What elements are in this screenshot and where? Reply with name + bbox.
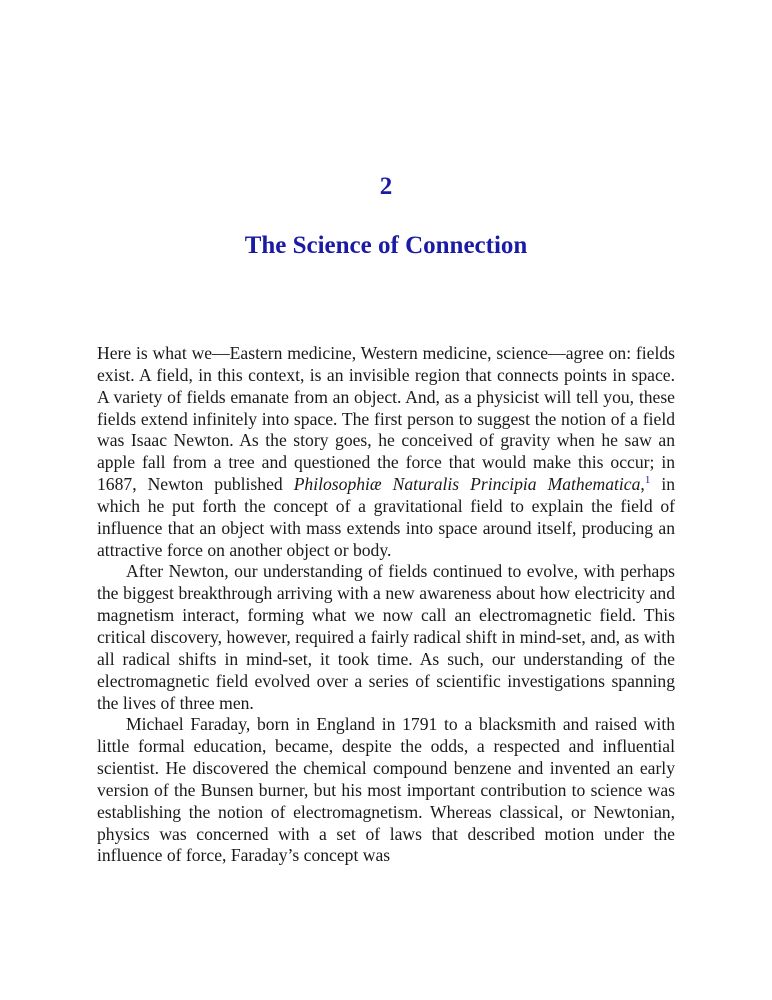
footnote-reference[interactable]: 1 — [644, 474, 651, 487]
paragraph-2: After Newton, our understanding of fields continued to evolve, with perhaps the biggest breakthrough arriving with a new awareness about how electricity and magnetism interact, forming what we now call an electromagnetic field. This critical discovery, however, required a fairly radical shift in mind-set, and, as with all radical shifts in mind-set, it took time. As such, our understanding of the electromagnetic field evolved over a series of scientific investigations spanning the lives of three men. — [97, 561, 675, 713]
paragraph-1-comma: , — [640, 474, 645, 495]
book-title-italic: Philosophiæ Naturalis Principia Mathematica — [293, 474, 641, 495]
paragraph-3: Michael Faraday, born in England in 1791 to a blacksmith and raised with little formal education, became, despite the odds, a respected and influential scientist. He discovered the chemical compound benzene and invented an early version of the Bunsen burner, but his most important contribution to science was establishing the notion of electromagnetism. Whereas classical, or Newtonian, physics was concerned with a set of laws that described motion under the influence of force, Faraday’s concept was — [97, 714, 675, 866]
chapter-title: The Science of Connection — [244, 232, 528, 259]
body-text — [97, 343, 675, 867]
chapter-number: 2 — [379, 173, 393, 200]
paragraph-1-continuation: in which he put forth the concept of a gravitational field to explain the field of influence that an object with mass extends into space around itself, producing an attractive force on another object or body. — [97, 474, 676, 560]
paragraph-1 — [97, 343, 675, 561]
paragraph-1-text: Here is what we—Eastern medicine, Western medicine, science—agree on: fields exist. A field, in this context, is an invisible region that connects points in space. A variety of fields emanate from an object. And, as a physicist will tell you, these fields extend infinitely into space. The first person to suggest the notion of a field was Isaac Newton. As the story goes, he conceived of gravity when he saw an apple fall from a tree and questioned the force that would make this occur; in 1687, Newton published — [97, 343, 675, 495]
